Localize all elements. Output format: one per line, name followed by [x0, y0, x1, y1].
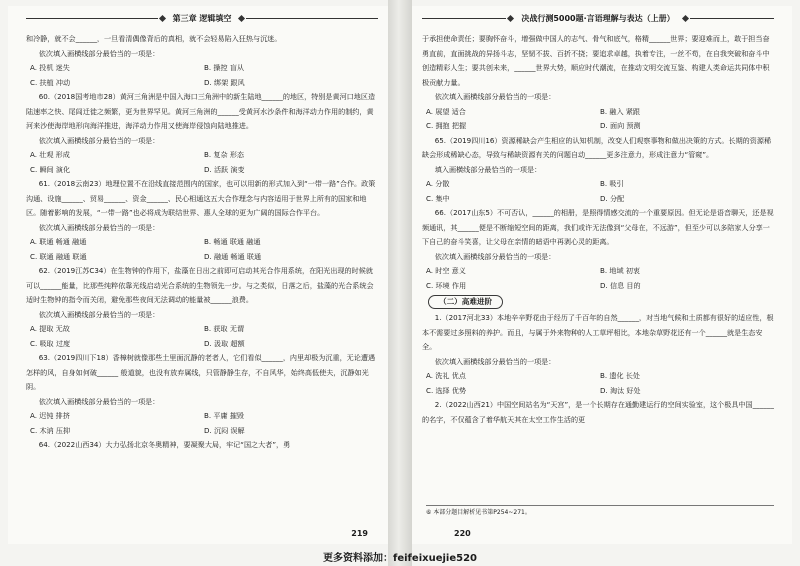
- answer-option: B. 操控 盲从: [204, 63, 245, 72]
- answer-options: [422, 177, 774, 206]
- section-title: （二）高难进阶: [428, 295, 503, 309]
- answer-option: B. 获取 无谓: [204, 324, 245, 333]
- left-header-title: 第三章 逻辑填空: [172, 13, 232, 23]
- question-paragraph: 依次填入画横线部分最恰当的一项是：: [38, 309, 160, 319]
- question-paragraph: 依次填入画横线部分最恰当的一项是：: [38, 222, 160, 232]
- answer-options: [26, 61, 378, 90]
- answer-option: B. 地域 初衷: [600, 266, 641, 275]
- right-page: [412, 6, 792, 544]
- header-diamond-icon: [238, 14, 245, 21]
- question-paragraph: 61.（2018云南23）地理位置不在沿线直接范围内的国家，也可以用新的形式加入到“一带一路”合作。政策沟通、设施______、贸易______、资金______、民心相通这五大合作理念与内容适用于世界上所有的国家和地区。随着影响的发展，“一带一路”也必将成为联结世界、惠人全球的更为广阔的国际合作平台。: [26, 179, 376, 217]
- question-paragraph: 1.（2017河北33）本地辛辛野花由于经历了千百年的自然______，对当地气候和土质都有很好的适应性，根本不需要过多照料的养护。而且，与属于外来物种的人工草坪相比，本地杂草野花还有一个______就是生态安全。: [422, 313, 774, 351]
- header-rule: [690, 18, 774, 19]
- header-diamond-icon: [507, 14, 514, 21]
- question-paragraph: 65.（2019四川16）资源稀缺会产生相应的认知机制，改变人们观察事物和做出决策的方式。长期的资源稀缺会形成稀缺心态，导致与稀缺资源有关的问题自动______更多注意力，形成注意力“管窥”。: [422, 135, 772, 159]
- answer-option: A. 分散: [426, 179, 450, 188]
- book-gutter: [388, 0, 412, 566]
- answer-option: C. 扶植 冲动: [30, 77, 71, 87]
- answer-option: A. 提取 无故: [30, 324, 70, 333]
- answer-option: A. 洗礼 优点: [426, 371, 466, 380]
- answer-option: B. 复杂 形态: [204, 150, 245, 159]
- question-paragraph: 依次填入画横线部分最恰当的一项是：: [38, 135, 160, 145]
- answer-option: A. 展望 适合: [426, 106, 466, 116]
- header-rule: [246, 18, 378, 19]
- answer-option: A. 迟钝 排挤: [30, 411, 70, 420]
- question-paragraph: 63.（2019四川下18）香樟树就像那些土里面沉静的老者人，它们看似______，内里却极为沉重，无论遭遇怎样的风，自身如何破______ 般道貌，也没有放弃属线，只管静静生存，不自风华，始终高低使夫，沉静如光阴。: [26, 353, 376, 391]
- right-page-number: 220: [454, 529, 471, 538]
- answer-options: [422, 264, 774, 293]
- answer-option: D. 面向 预测: [600, 121, 641, 130]
- answer-option: A. 联通 畅通 融通: [30, 237, 87, 246]
- answer-options: [26, 235, 378, 264]
- question-paragraph: 和冷静，就不会______，一旦看清偶像背后的真相，就不会轻易陷入狂热与沉迷。: [26, 34, 282, 43]
- question-paragraph: 60.（2018国考地市28）黄河三角洲是中国入海口三角洲中的新生陆地______的地区，特别是黄河口地区造陆速率之快、尾闾迁徙之频繁，更为世界罕见。黄河三角洲的______受黄河水沙条件和海洋动力作用的制约，黄河来沙使海岸地形向海洋推进，海洋动力作用又使海岸侵蚀向陆地推进。: [26, 92, 376, 130]
- question-paragraph: 依次填入画横线部分最恰当的一项是：: [434, 92, 556, 101]
- question-paragraph: 依次填入画横线部分最恰当的一项是：: [434, 356, 556, 366]
- answer-option: C. 木讷 压抑: [30, 425, 71, 435]
- left-page: [8, 6, 388, 544]
- question-paragraph: 2.（2022山西21）中国空间站名为“天宫”，是一个长期存在通勤建运行的空间实验室，这个极具中国______的名字，不仅蕴含了着华航天其在太空工作生活的更: [422, 400, 774, 424]
- answer-option: B. 遗化 长处: [600, 371, 641, 380]
- answer-option: D. 淘汰 好处: [600, 385, 641, 395]
- answer-option: D. 沉闷 误解: [204, 425, 245, 435]
- right-running-header: [422, 10, 774, 26]
- answer-options: [26, 322, 378, 351]
- header-rule: [422, 18, 506, 19]
- answer-options: [422, 105, 774, 134]
- answer-option: B. 吸引: [600, 179, 624, 188]
- answer-options: [422, 369, 774, 398]
- answer-options: [26, 148, 378, 177]
- header-diamond-icon: [159, 14, 166, 21]
- footnote: ⑥ 本部分题目解析见书第P254~271。: [426, 505, 774, 518]
- left-page-body: [26, 32, 378, 453]
- answer-option: D. 信息 目的: [600, 280, 641, 290]
- answer-option: D. 活跃 演变: [204, 164, 245, 174]
- answer-options: [26, 409, 378, 438]
- right-questions-top: [422, 32, 774, 293]
- question-paragraph: 依次填入画横线部分最恰当的一项是：: [38, 396, 160, 406]
- answer-option: D. 绑架 跟风: [204, 77, 245, 87]
- header-diamond-icon: [682, 14, 689, 21]
- question-paragraph: 于承担使命责任；要胸怀奋斗，增强做中国人的志气、骨气和底气，格精______世界；要迎难而上，敢于担当奋勇直前，直面挑战的异扬斗志，坚韧不拔、百折不挠；要追求卓越，执着专注，一丝不苟，在自我突破和奋斗中创造精彩人生；要共创未来，______世界大势，顺应时代潮流，在推动文明交流互鉴、构建人类命运共同体中积极贡献力量。: [422, 34, 770, 87]
- answer-option: B. 平庸 摧毁: [204, 411, 245, 420]
- right-header-title: 决战行测5000题·言语理解与表达（上册）: [521, 13, 675, 23]
- answer-option: D. 汲取 超额: [204, 338, 245, 348]
- answer-option: C. 联通 融通 联通: [30, 251, 87, 261]
- answer-option: C. 选择 优势: [426, 385, 467, 395]
- answer-option: B. 畅通 联通 融通: [204, 237, 261, 246]
- answer-option: C. 瞬间 演化: [30, 164, 71, 174]
- right-page-body: [422, 32, 774, 427]
- answer-option: C. 环境 作用: [426, 280, 467, 290]
- answer-option: C. 集中: [426, 193, 450, 203]
- answer-option: C. 吸取 过度: [30, 338, 71, 348]
- answer-option: C. 拥抱 把握: [426, 121, 467, 130]
- header-rule: [26, 18, 158, 19]
- question-paragraph: 依次填入画横线部分最恰当的一项是：: [434, 251, 556, 261]
- question-paragraph: 62.（2019江苏C34）在生物钟的作用下，盐藻在日出之前即可启动其光合作用系统，在阳光出现的时候就可以______能量，比那些纯粹依靠光线启动光合系统的生物领先一步。与之类似，日落之后，盐藻的光合系统会适时生物钟的指令而关闭，避免那些夜间无法调动的能量被______浪费。: [26, 266, 374, 304]
- right-questions-bottom: [422, 311, 774, 427]
- answer-option: A. 壮观 形成: [30, 150, 70, 159]
- answer-option: A. 时空 意义: [426, 266, 466, 275]
- question-paragraph: 填入画横线部分最恰当的一项是：: [434, 164, 542, 174]
- answer-option: D. 分配: [600, 193, 625, 203]
- watermark-text: 更多资料添加：feifeixuejie520: [323, 553, 477, 564]
- answer-option: B. 融入 紧跟: [600, 106, 641, 116]
- question-paragraph: 64.（2022山西34）大力弘扬北京冬奥精神，要凝聚大局，牢记“国之大者”，勇: [38, 440, 291, 449]
- left-page-number: 219: [351, 529, 368, 538]
- answer-option: A. 投机 迷失: [30, 63, 70, 72]
- answer-option: D. 融通 畅通 联通: [204, 251, 262, 261]
- question-paragraph: 66.（2017山东5）不可否认，______的相册，是照得情感交流的一个重要原因。但无论是语音聊天，还是视频通讯，其______便是不断缩短空间的距离，我们或许无法像到“父母在，不远游”，但至少可以多陪家人分享一下自己的奋斗笑喜，让父母在亲情的暗语中再剥心灵的距离。: [422, 208, 774, 246]
- left-running-header: [26, 10, 378, 26]
- question-paragraph: 依次填入画横线部分最恰当的一项是：: [38, 48, 160, 58]
